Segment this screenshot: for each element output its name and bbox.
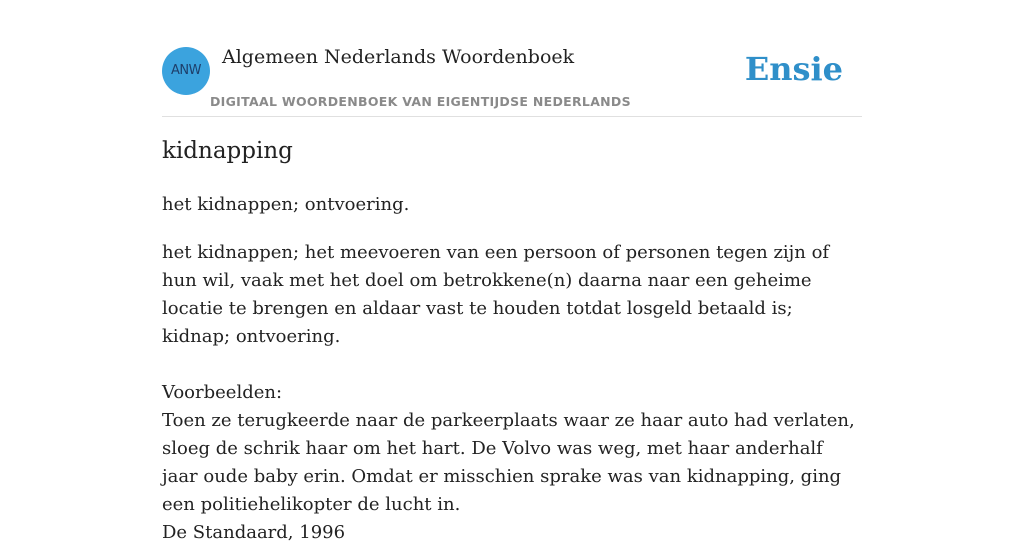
- entry-headword: kidnapping: [162, 138, 293, 164]
- site-subtitle: DIGITAAL WOORDENBOEK VAN EIGENTIJDSE NEDERLANDS: [210, 94, 631, 109]
- site-title[interactable]: Algemeen Nederlands Woordenboek: [222, 46, 575, 68]
- site-header: [162, 0, 862, 117]
- page: [162, 0, 862, 543]
- short-definition: het kidnappen; ontvoering.: [162, 194, 410, 215]
- anw-logo[interactable]: ANW: [162, 47, 210, 95]
- example-source: De Standaard, 1996: [162, 522, 346, 543]
- entry-body: [162, 239, 862, 547]
- paragraph-gap: [162, 351, 862, 379]
- long-definition: het kidnappen; het meevoeren van een persoon of personen tegen zijn of hun wil, vaak met het doel om betrokkene(n) daarna naar een geheime locatie te brengen en aldaar vast te houden totdat losgeld betaald is; kidnap; ontvoering.: [162, 242, 830, 347]
- examples-label: Voorbeelden:: [162, 382, 283, 403]
- example-text: Toen ze terugkeerde naar de parkeerplaats waar ze haar auto had verlaten, sloeg de schrik haar om het hart. De Volvo was weg, met haar anderhalf jaar oude baby erin. Omdat er misschien sprake was van kidnapping, ging een politiehelikopter de lucht in.: [162, 410, 855, 515]
- ensie-brand-logo[interactable]: Ensie: [744, 50, 843, 88]
